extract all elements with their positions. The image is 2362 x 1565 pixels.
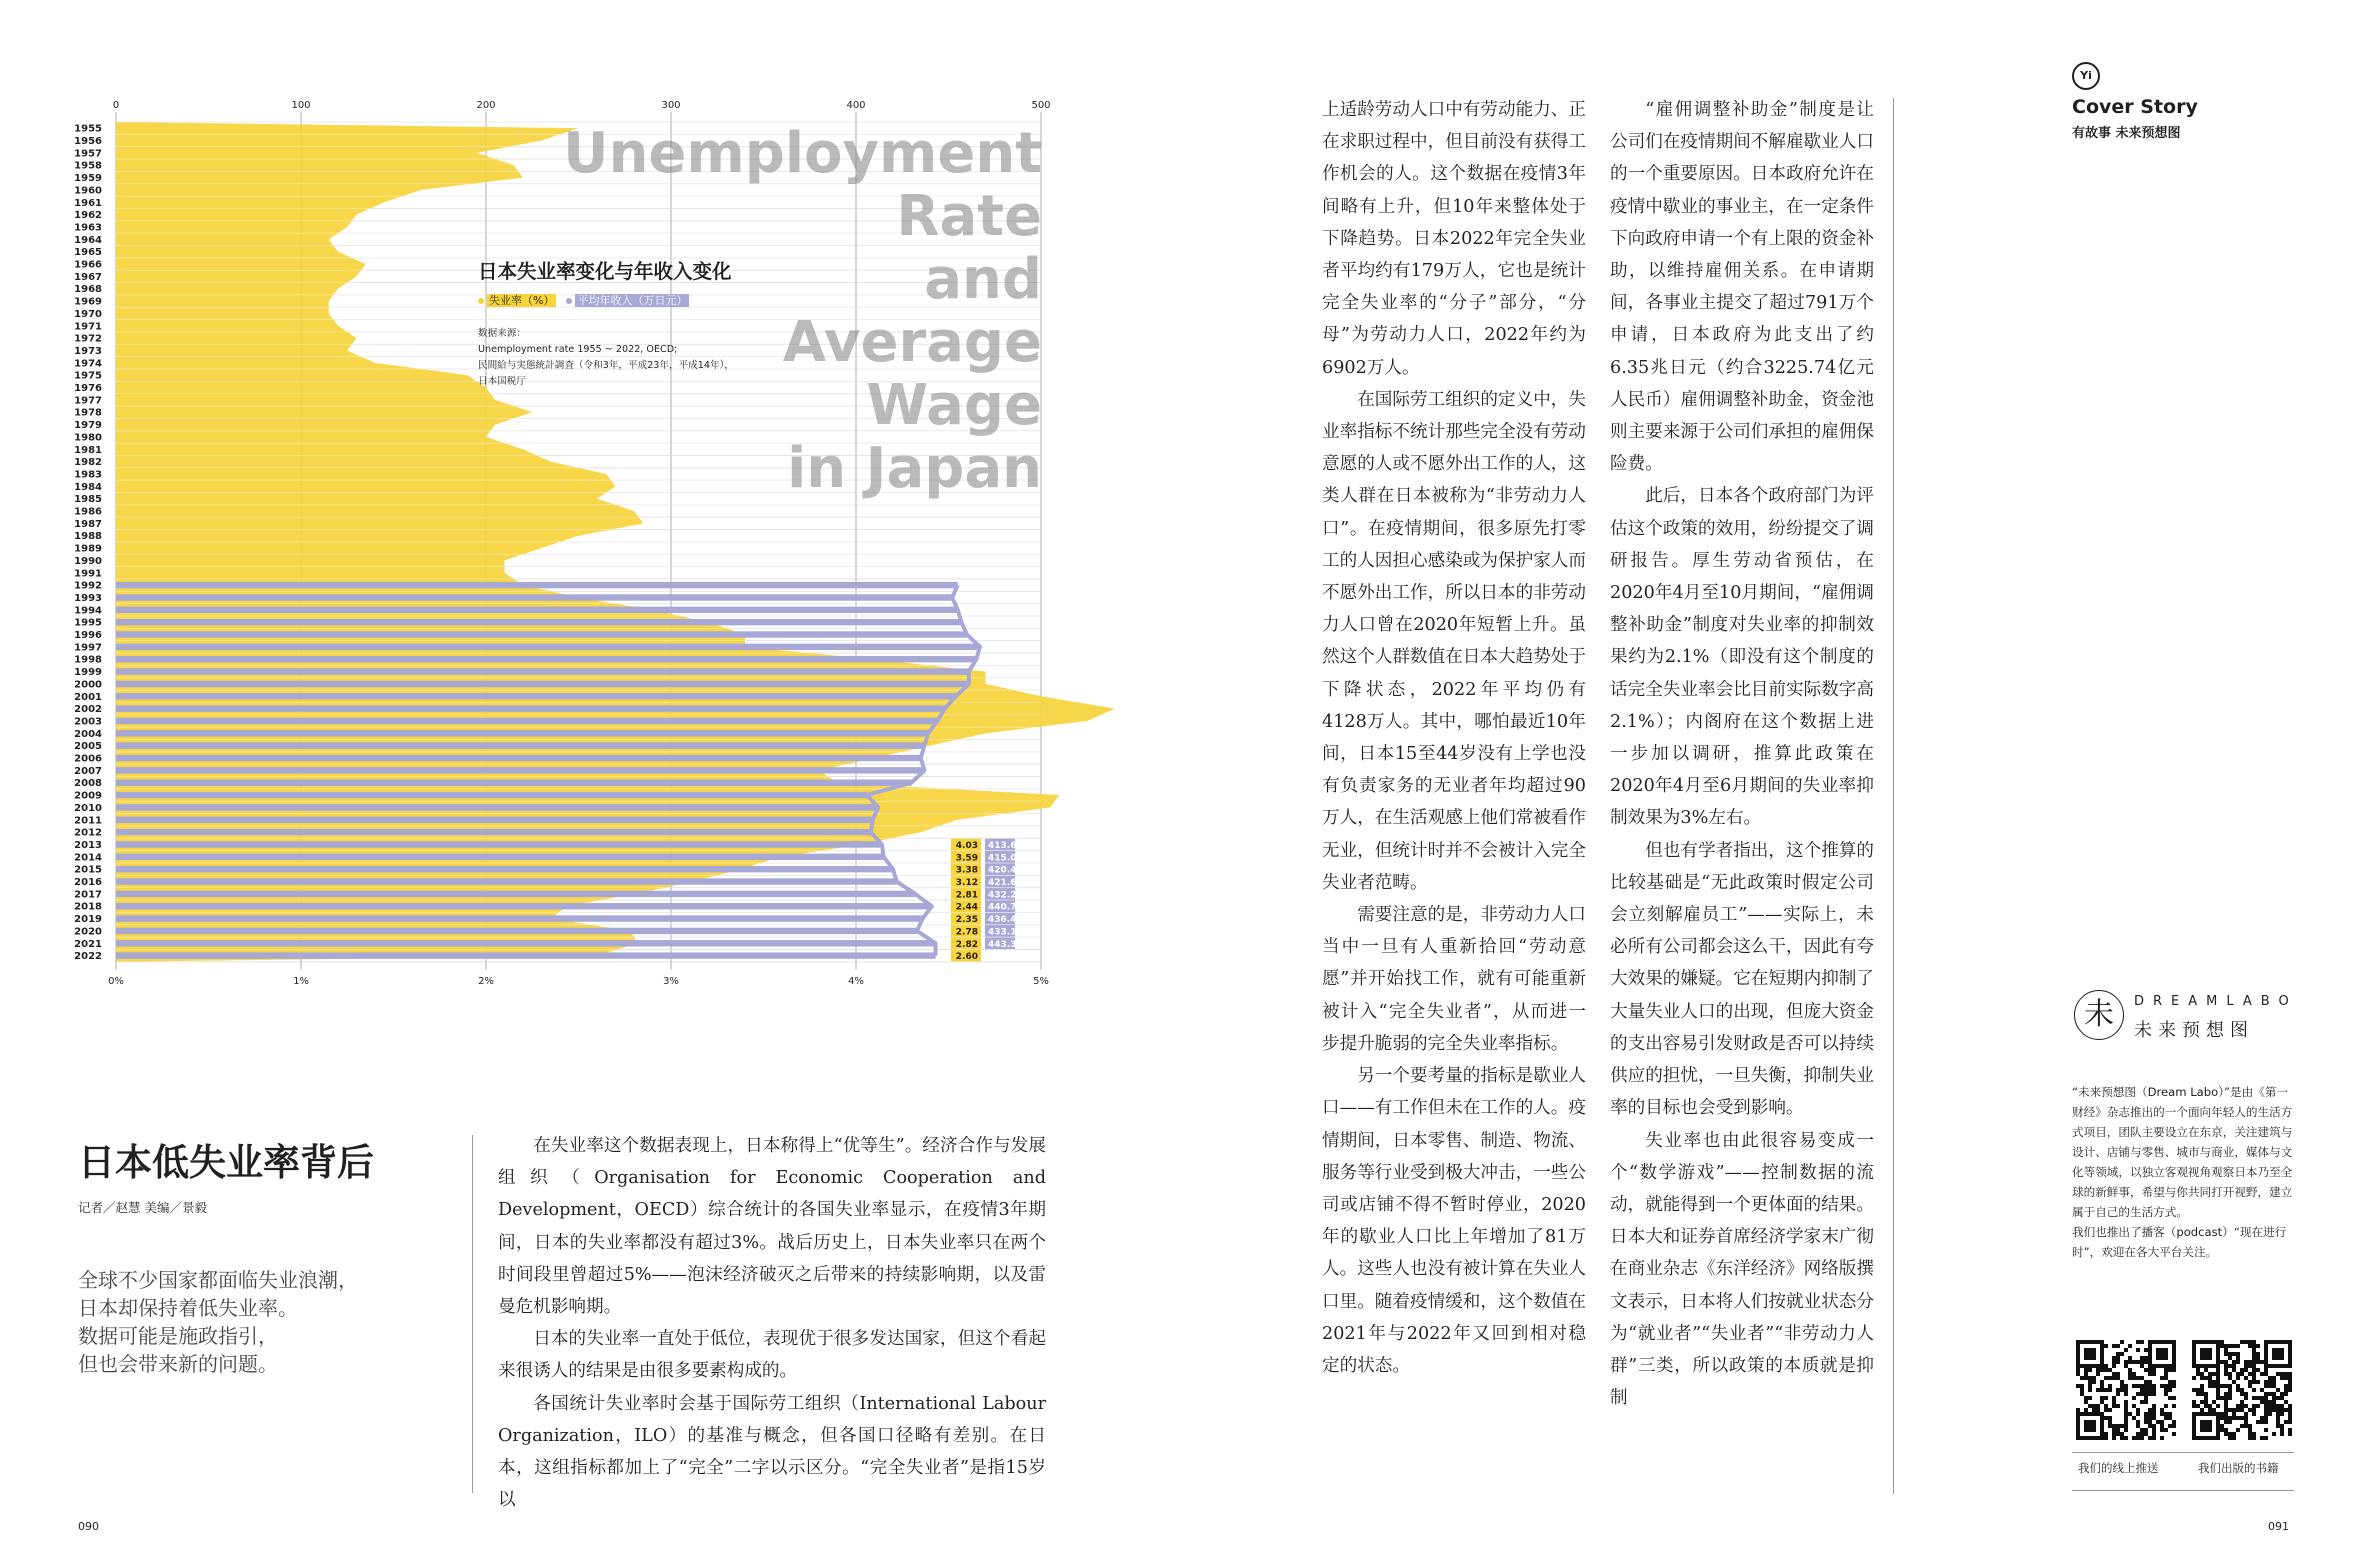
wage-tick-label: 100 (291, 100, 311, 111)
year-label: 1996 (74, 630, 102, 642)
lead-line: 全球不少国家都面临失业浪潮， (78, 1268, 358, 1292)
wage-bar (116, 718, 937, 724)
wage-bar (116, 878, 897, 884)
wage-bar (116, 656, 976, 662)
year-label: 2016 (74, 877, 102, 889)
wage-bar (116, 668, 969, 674)
wage-bar (116, 681, 969, 687)
wage-data-label: 436.4 (988, 915, 1017, 926)
description-text: “未来预想图（Dream Labo）”是由《第一财经》杂志推出的一个面向年轻人的生活方式项目，团队主要设立在东京，关注建筑与设计、店铺与零售、城市与商业，媒体与文化等领域，以独立客观视角观察日本乃至全球的新鲜事，希望与你共同打开视野，建立属于自己的生活方式。 (2072, 1085, 2293, 1219)
year-label: 1986 (74, 506, 102, 518)
year-label: 1960 (74, 185, 102, 197)
rate-data-label: 3.59 (955, 853, 978, 864)
wage-bar (116, 854, 884, 860)
year-label: 1974 (74, 358, 102, 370)
year-label: 1985 (74, 494, 102, 506)
year-label: 1980 (74, 432, 102, 444)
year-label: 2004 (74, 728, 102, 740)
article-column-3 (1610, 94, 1874, 1414)
lead-line: 数据可能是施政指引， (78, 1324, 278, 1348)
page-number-left: 090 (78, 1520, 99, 1533)
legend-item-wage: 平均年收入（万日元） (566, 292, 689, 308)
source-line: Unemployment rate 1955 ~ 2022, OECD; (478, 344, 678, 355)
year-label: 1987 (74, 518, 102, 530)
wage-bar (116, 804, 878, 810)
year-label: 1962 (74, 210, 102, 222)
year-label: 2018 (74, 901, 102, 913)
rate-data-label: 2.44 (955, 902, 978, 913)
paragraph: 此后，日本各个政府部门为评估这个政策的效用，纷纷提交了调研报告。厚生劳动省预估，在2020年4月至10月期间，“雇佣调整补助金”制度对失业率的抑制效果约为2.1%（即没有这个制度的话完全失业率会比目前实际数字高2.1%）；内阁府在这个数据上进一步加以调研，推算此政策在2020年4月至6月期间的失业率抑制效果为3%左右。 (1610, 486, 1874, 829)
year-label: 2008 (74, 778, 102, 790)
year-label: 2006 (74, 753, 102, 765)
wage-bar (116, 767, 924, 773)
rate-tick-label: 4% (848, 975, 864, 987)
year-label: 1984 (74, 481, 102, 493)
wage-bar (116, 730, 928, 736)
source-line: 数据来源： (478, 328, 526, 339)
wage-tick-label: 500 (1031, 100, 1051, 111)
qr-code-right-icon[interactable] (2192, 1340, 2292, 1440)
dreamlabo-logo-icon: 未 (2074, 990, 2124, 1040)
paragraph: 在国际劳工组织的定义中，失业率指标不统计那些完全没有劳动意愿的人或不愿外出工作的人，这类人群在日本被称为“非劳动力人口”。在疫情期间，很多原先打零工的人因担心感染或为保护家人而不愿外出工作，所以日本的非劳动力人口曾在2020年短暂上升。虽然这个人群数值在日本大趋势处于下降状态，2022年平均仍有4128万人。其中，哪怕最近10年间，日本15至44岁没有上学也没有负责家务的无业者年均超过90万人，在生活观感上他们常被看作无业，但统计时并不会被计入完全失业者范畴。 (1322, 389, 1586, 893)
year-label: 1992 (74, 580, 102, 592)
wage-data-label: 420.4 (988, 865, 1017, 876)
rate-data-label: 2.78 (955, 927, 978, 938)
year-label: 2022 (74, 951, 102, 963)
wage-bar (116, 619, 961, 625)
paragraph: 失业率也由此很容易变成一个“数学游戏”——控制数据的流动，就能得到一个更体面的结果。日本大和证券首席经济学家末广彻在商业杂志《东洋经济》网络版撰文表示，日本将人们按就业状态分为“就业者”“失业者”“非劳动力人群”三类，所以政策的本质就是抑制 (1610, 1130, 1874, 1409)
year-label: 1966 (74, 259, 102, 271)
wage-bar (116, 693, 956, 699)
year-label: 1970 (74, 308, 102, 320)
year-label: 2012 (74, 827, 102, 839)
brand-name-en: DREAMLABO (2134, 994, 2298, 1009)
year-label: 1955 (74, 123, 102, 135)
wage-bar (116, 705, 945, 711)
article-column-2 (1322, 94, 1586, 1382)
wage-bar (116, 755, 921, 761)
qr-code-left-icon[interactable] (2076, 1340, 2176, 1440)
wage-data-label: 433.1 (988, 927, 1017, 938)
article-column-1 (498, 1130, 1046, 1516)
wage-tick-label: 0 (112, 100, 120, 111)
year-label: 2019 (74, 914, 102, 926)
rate-data-label: 2.82 (955, 939, 978, 950)
year-labels (74, 124, 102, 962)
year-label: 2001 (74, 691, 102, 703)
year-label: 1958 (74, 160, 102, 172)
year-label: 1956 (74, 136, 102, 148)
year-label: 2002 (74, 704, 102, 716)
wage-bar (116, 817, 873, 823)
article-lead (78, 1266, 358, 1378)
wage-tick-label: 200 (476, 100, 496, 111)
paragraph: 另一个要考量的指标是歇业人口——有工作但未在工作的人。疫情期间，日本零售、制造、物流、服务等行业受到极大冲击，一些公司或店铺不得不暂时停业，2020年的歇业人口比上年增加了81万人。这些人也没有被计算在失业人口里。随着疫情缓和，这个数值在2021年与2022年又回到相对稳定的状态。 (1322, 1066, 1586, 1376)
qr-right-caption: 我们出版的书籍 (2198, 1461, 2279, 1475)
year-label: 1997 (74, 642, 102, 654)
wage-data-label: 440.7 (988, 902, 1017, 913)
wage-data-label: 443.3 (988, 939, 1017, 950)
rate-data-label: 4.03 (955, 840, 978, 851)
year-label: 1968 (74, 284, 102, 296)
chart-legend (478, 292, 798, 308)
wage-bar (116, 780, 912, 786)
wage-bar (116, 915, 923, 921)
brand-description (2072, 1082, 2294, 1262)
rate-tick-label: 5% (1033, 975, 1049, 987)
year-label: 1979 (74, 420, 102, 432)
wage-bar (116, 631, 967, 637)
year-label: 2007 (74, 765, 102, 777)
rate-data-label: 2.60 (955, 952, 978, 963)
year-label: 1964 (74, 234, 102, 246)
wage-bar (116, 829, 871, 835)
rate-data-label: 2.35 (955, 915, 978, 926)
year-label: 1993 (74, 592, 102, 604)
wage-data-label: 415.0 (988, 853, 1017, 864)
year-label: 2011 (74, 815, 102, 827)
chart-title: 日本失业率变化与年收入变化 (478, 260, 732, 283)
magazine-logo-icon: Yi (2072, 62, 2100, 90)
source-line: 民間給与実態統計調査（令和3年，平成23年，平成14年）， (478, 360, 734, 371)
wage-bar (116, 952, 936, 958)
wage-bar (116, 607, 958, 613)
rate-tick-label: 3% (663, 975, 679, 987)
year-label: 2015 (74, 864, 102, 876)
year-label: 2017 (74, 889, 102, 901)
year-label: 1981 (74, 444, 102, 456)
legend-item-unemployment: 失业率（%） (478, 292, 556, 308)
year-label: 1965 (74, 247, 102, 259)
wage-bar (116, 582, 958, 588)
year-label: 1990 (74, 555, 102, 567)
paragraph: 日本的失业率一直处于低位，表现优于很多发达国家，但这个看起来很诱人的结果是由很多要素构成的。 (498, 1329, 1046, 1382)
year-label: 1975 (74, 370, 102, 382)
year-label: 1982 (74, 457, 102, 469)
wage-bar (116, 841, 882, 847)
wage-bar (116, 891, 915, 897)
year-label: 2020 (74, 926, 102, 938)
year-label: 1976 (74, 383, 102, 395)
article-title: 日本低失业率背后 (78, 1141, 374, 1184)
chart-info-box (478, 258, 798, 390)
year-label: 1994 (74, 605, 102, 617)
wage-axis (113, 100, 1051, 111)
paragraph: “雇佣调整补助金”制度是让公司们在疫情期间不解雇歇业人口的一个重要原因。日本政府允许在疫情中歇业的事业主，在一定条件下向政府申请一个有上限的资金补助，以维持雇佣关系。在申请期间，各事业主提交了超过791万个申请，日本政府为此支出了约6.35兆日元（约合3225.74亿元人民币）雇佣调整补助金，资金池则主要来源于公司们承担的雇佣保险费。 (1610, 100, 1874, 475)
divider (2072, 1452, 2294, 1453)
year-label: 1967 (74, 271, 102, 283)
year-label: 1998 (74, 654, 102, 666)
wage-tick-label: 400 (846, 100, 866, 111)
year-label: 1959 (74, 173, 102, 185)
lead-line: 但也会带来新的问题。 (78, 1352, 278, 1376)
rate-data-label: 3.38 (955, 865, 978, 876)
year-label: 1999 (74, 667, 102, 679)
source-line: 日本国税厅 (478, 376, 526, 387)
paragraph: 上适龄劳动人口中有劳动能力、正在求职过程中，但目前没有获得工作机会的人。这个数据在疫情3年间略有上升，但10年来整体处于下降趋势。日本2022年完全失业者平均约有179万人，它也是统计完全失业率的“分子”部分，“分母”为劳动力人口，2022年约为6902万人。 (1322, 100, 1586, 378)
wage-bar (116, 792, 867, 798)
wage-bar (116, 903, 932, 909)
year-label: 2010 (74, 802, 102, 814)
year-label: 2005 (74, 741, 102, 753)
article-byline: 记者／赵慧 美编／景毅 (78, 1200, 207, 1215)
year-label: 1972 (74, 333, 102, 345)
year-label: 1963 (74, 222, 102, 234)
year-label: 1991 (74, 568, 102, 580)
year-label: 1961 (74, 197, 102, 209)
divider (2072, 1490, 2294, 1491)
year-label: 1971 (74, 321, 102, 333)
year-label: 1988 (74, 531, 102, 543)
wage-bar (116, 644, 980, 650)
year-label: 1989 (74, 543, 102, 555)
podcast-text: 我们也推出了播客（podcast）“现在进行时”，欢迎在各大平台关注。 (2072, 1225, 2287, 1259)
year-label: 2003 (74, 716, 102, 728)
year-label: 1977 (74, 395, 102, 407)
wage-tick-label: 300 (661, 100, 681, 111)
year-label: 1983 (74, 469, 102, 481)
year-label: 2009 (74, 790, 102, 802)
year-label: 1957 (74, 148, 102, 160)
rate-tick-label: 1% (293, 975, 309, 987)
wage-data-label: 432.2 (988, 890, 1017, 901)
wage-bar (116, 594, 952, 600)
paragraph: 但也有学者指出，这个推算的比较基础是“无此政策时假定公司会立刻解雇员工”——实际上，未必所有公司都会这么干，因此有夸大效果的嫌疑。它在短期内抑制了大量失业人口的出现，但庞大资金的支出容易引发财政是否可以持续供应的担忧，一旦失衡，抑制失业率的目标也会受到影响。 (1610, 840, 1874, 1119)
wage-bar (116, 940, 936, 946)
year-label: 1973 (74, 345, 102, 357)
section-title: Cover Story (2072, 96, 2198, 118)
rate-axis (108, 976, 1049, 987)
year-label: 1969 (74, 296, 102, 308)
section-subtitle: 有故事 未来预想图 (2072, 126, 2181, 141)
paragraph: 各国统计失业率时会基于国际劳工组织（International Labour Organization，ILO）的基准与概念，但各国口径略有差别。在日本，这组指标都加上了“完全”二字以示区分。“完全失业者”是指15岁以 (498, 1393, 1046, 1511)
wage-bar (116, 866, 893, 872)
year-label: 2000 (74, 679, 102, 691)
year-label: 1978 (74, 407, 102, 419)
year-label: 2014 (74, 852, 102, 864)
qr-left-caption: 我们的线上推送 (2078, 1461, 2159, 1475)
lead-line: 日本却保持着低失业率。 (78, 1296, 298, 1320)
wage-data-label: 421.6 (988, 878, 1017, 889)
rate-tick-label: 2% (478, 975, 494, 987)
year-label: 1995 (74, 617, 102, 629)
chart-source (478, 326, 798, 390)
year-label: 2013 (74, 839, 102, 851)
brand-name-cn: 未来预想图 (2134, 1020, 2254, 1041)
rate-data-label: 2.81 (955, 890, 978, 901)
rate-data-label: 3.12 (955, 878, 978, 889)
page-number-right: 091 (2268, 1520, 2289, 1533)
wage-bar (116, 742, 924, 748)
paragraph: 在失业率这个数据表现上，日本称得上“优等生”。经济合作与发展组织（Organisation for Economic Cooperation and Development，OECD）综合统计的各国失业率显示，在疫情3年期间，日本的失业率都没有超过3%。战后历史上，日本失业率只在两个时间段里曾超过5%——泡沫经济破灭之后带来的持续影响期，以及雷曼危机影响期。 (498, 1136, 1046, 1318)
paragraph: 需要注意的是，非劳动力人口当中一旦有人重新拾回“劳动意愿”并开始找工作，就有可能重新被计入“完全失业者”，从而进一步提升脆弱的完全失业率指标。 (1322, 905, 1586, 1054)
column-divider (472, 1135, 473, 1493)
column-divider (1893, 98, 1894, 1494)
wage-data-label: 413.6 (988, 840, 1017, 851)
wage-bar (116, 928, 917, 934)
chart-watermark-title: Unemployment Rate and Average Wage in Japan (563, 121, 1042, 501)
year-label: 2021 (74, 938, 102, 950)
rate-tick-label: 0% (108, 975, 124, 987)
